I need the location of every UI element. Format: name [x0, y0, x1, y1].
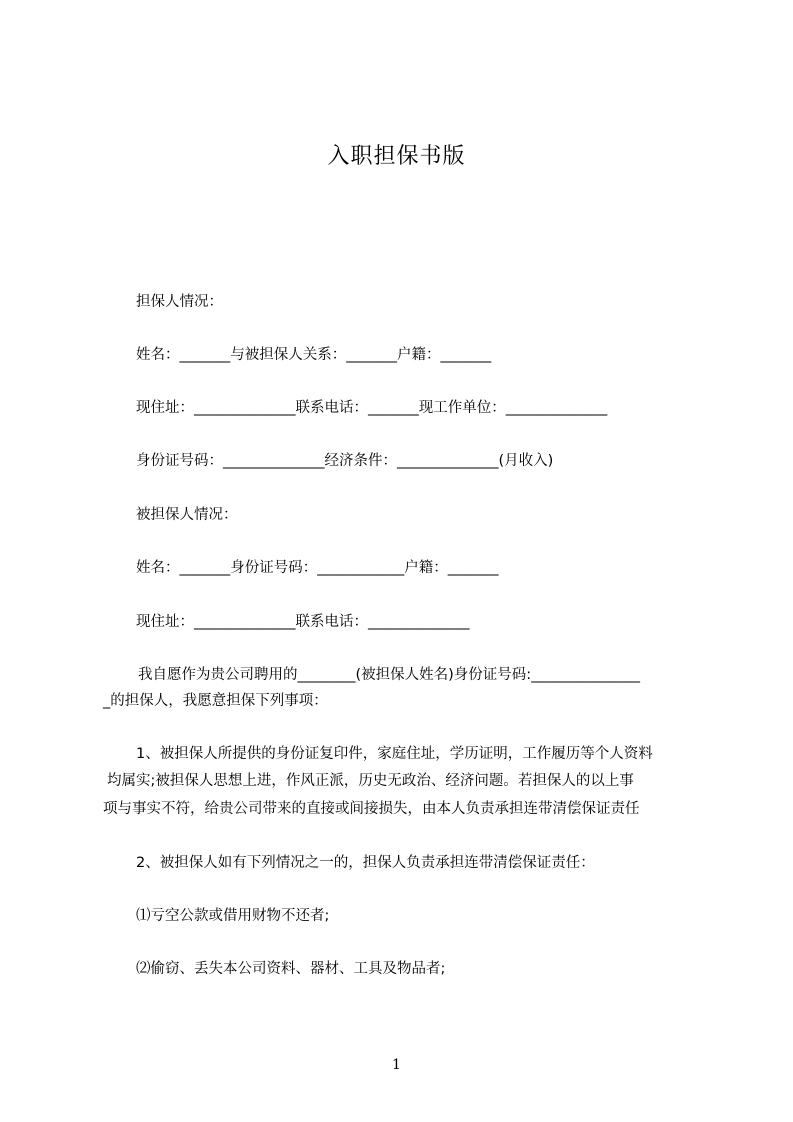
guaranteed-name-line: 姓名：_______身份证号码：____________户籍：_______ — [136, 560, 499, 576]
document-title: 入职担保书版 — [327, 144, 466, 169]
statement-line-1: 我自愿作为贵公司聘用的________(被担保人姓名)身份证号码:_______________ — [138, 667, 640, 683]
clause-2-item-2: ⑵偷窃、丢失本公司资料、器材、工具及物品者; — [136, 961, 446, 977]
clause-1-line-1: 1、被担保人所提供的身份证复印件，家庭住址，学历证明，工作履历等个人资料 — [136, 746, 653, 762]
statement-line-2: _的担保人，我愿意担保下列事项： — [103, 693, 328, 709]
guarantor-address-line: 现住址：______________联系电话：_______现工作单位：______________ — [136, 400, 608, 416]
guarantor-heading: 担保人情况： — [136, 294, 223, 310]
guaranteed-heading: 被担保人情况： — [136, 507, 238, 523]
page-number: 1 — [392, 1057, 401, 1073]
guaranteed-address-line: 现住址：______________联系电话：______________ — [136, 614, 470, 630]
clause-2-item-1: ⑴亏空公款或借用财物不还者; — [136, 908, 330, 924]
clause-1-line-2: 均属实;被担保人思想上进，作风正派，历史无政治、经济问题。若担保人的以上事 — [107, 773, 634, 789]
clause-1-line-3: 项与事实不符，给贵公司带来的直接或间接损失，由本人负责承担连带清偿保证责任 — [103, 801, 640, 817]
guarantor-name-line: 姓名：_______与被担保人关系：_______户籍：_______ — [136, 347, 492, 363]
guarantor-id-line: 身份证号码：______________经济条件：______________(月收入) — [136, 453, 554, 469]
clause-2-heading: 2、被担保人如有下列情况之一的，担保人负责承担连带清偿保证责任： — [136, 855, 595, 871]
